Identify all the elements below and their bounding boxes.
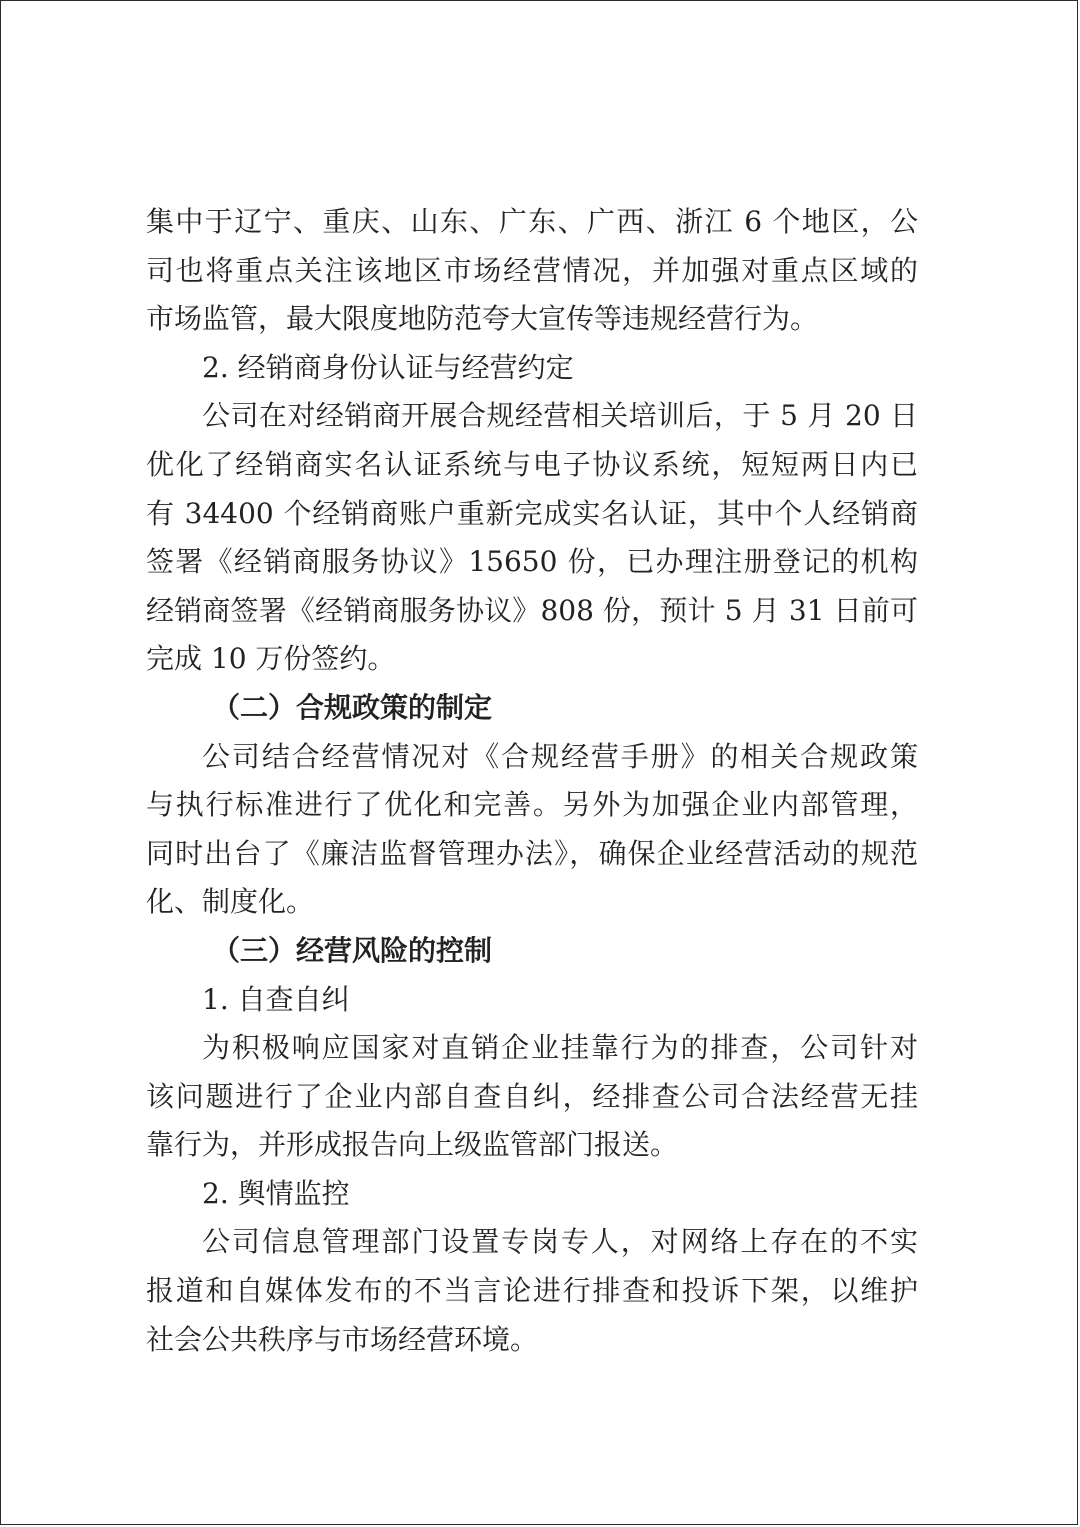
subsection-heading-public-opinion: 2. 舆情监控 — [202, 1176, 350, 1210]
paragraph-line: 公司结合经营情况对《合规经营手册》的相关合规政策 — [202, 739, 918, 773]
paragraph-line: 集中于辽宁、重庆、山东、广东、广西、浙江 6 个地区，公 — [146, 205, 918, 238]
paragraph-line: 化、制度化。 — [146, 885, 315, 919]
paragraph-line: 公司信息管理部门设置专岗专人，对网络上存在的不实 — [202, 1225, 918, 1259]
paragraph-line: 公司在对经销商开展合规经营相关培训后，于 5 月 20 日 — [202, 399, 918, 433]
paragraph-line: 报道和自媒体发布的不当言论进行排查和投诉下架，以维护 — [146, 1274, 918, 1308]
section-heading-policy: （二）合规政策的制定 — [212, 690, 493, 724]
paragraph-line: 完成 10 万份签约。 — [146, 642, 396, 676]
subsection-heading-dealer-verification: 2. 经销商身份认证与经营约定 — [202, 350, 574, 384]
paragraph-line: 同时出台了《廉洁监督管理办法》，确保企业经营活动的规范 — [146, 836, 918, 870]
subsection-heading-self-inspection: 1. 自查自纠 — [202, 982, 350, 1016]
paragraph-line: 靠行为，并形成报告向上级监管部门报送。 — [146, 1128, 679, 1162]
paragraph-line: 经销商签署《经销商服务协议》808 份，预计 5 月 31 日前可 — [146, 593, 918, 627]
document-body — [146, 198, 918, 1364]
paragraph-line: 社会公共秩序与市场经营环境。 — [146, 1322, 539, 1356]
paragraph-line: 司也将重点关注该地区市场经营情况，并加强对重点区域的 — [146, 253, 918, 287]
paragraph-line: 市场监管，最大限度地防范夸大宣传等违规经营行为。 — [146, 302, 819, 336]
paragraph-line: 签署《经销商服务协议》15650 份，已办理注册登记的机构 — [146, 545, 918, 579]
paragraph-line: 优化了经销商实名认证系统与电子协议系统，短短两日内已 — [146, 447, 918, 481]
section-heading-risk-control: （三）经营风险的控制 — [212, 933, 493, 967]
paragraph-line: 有 34400 个经销商账户重新完成实名认证，其中个人经销商 — [146, 496, 918, 530]
paragraph-line: 为积极响应国家对直销企业挂靠行为的排查，公司针对 — [202, 1031, 918, 1065]
paragraph-line: 该问题进行了企业内部自查自纠，经排查公司合法经营无挂 — [146, 1079, 918, 1113]
paragraph-line: 与执行标准进行了优化和完善。另外为加强企业内部管理， — [146, 788, 918, 822]
